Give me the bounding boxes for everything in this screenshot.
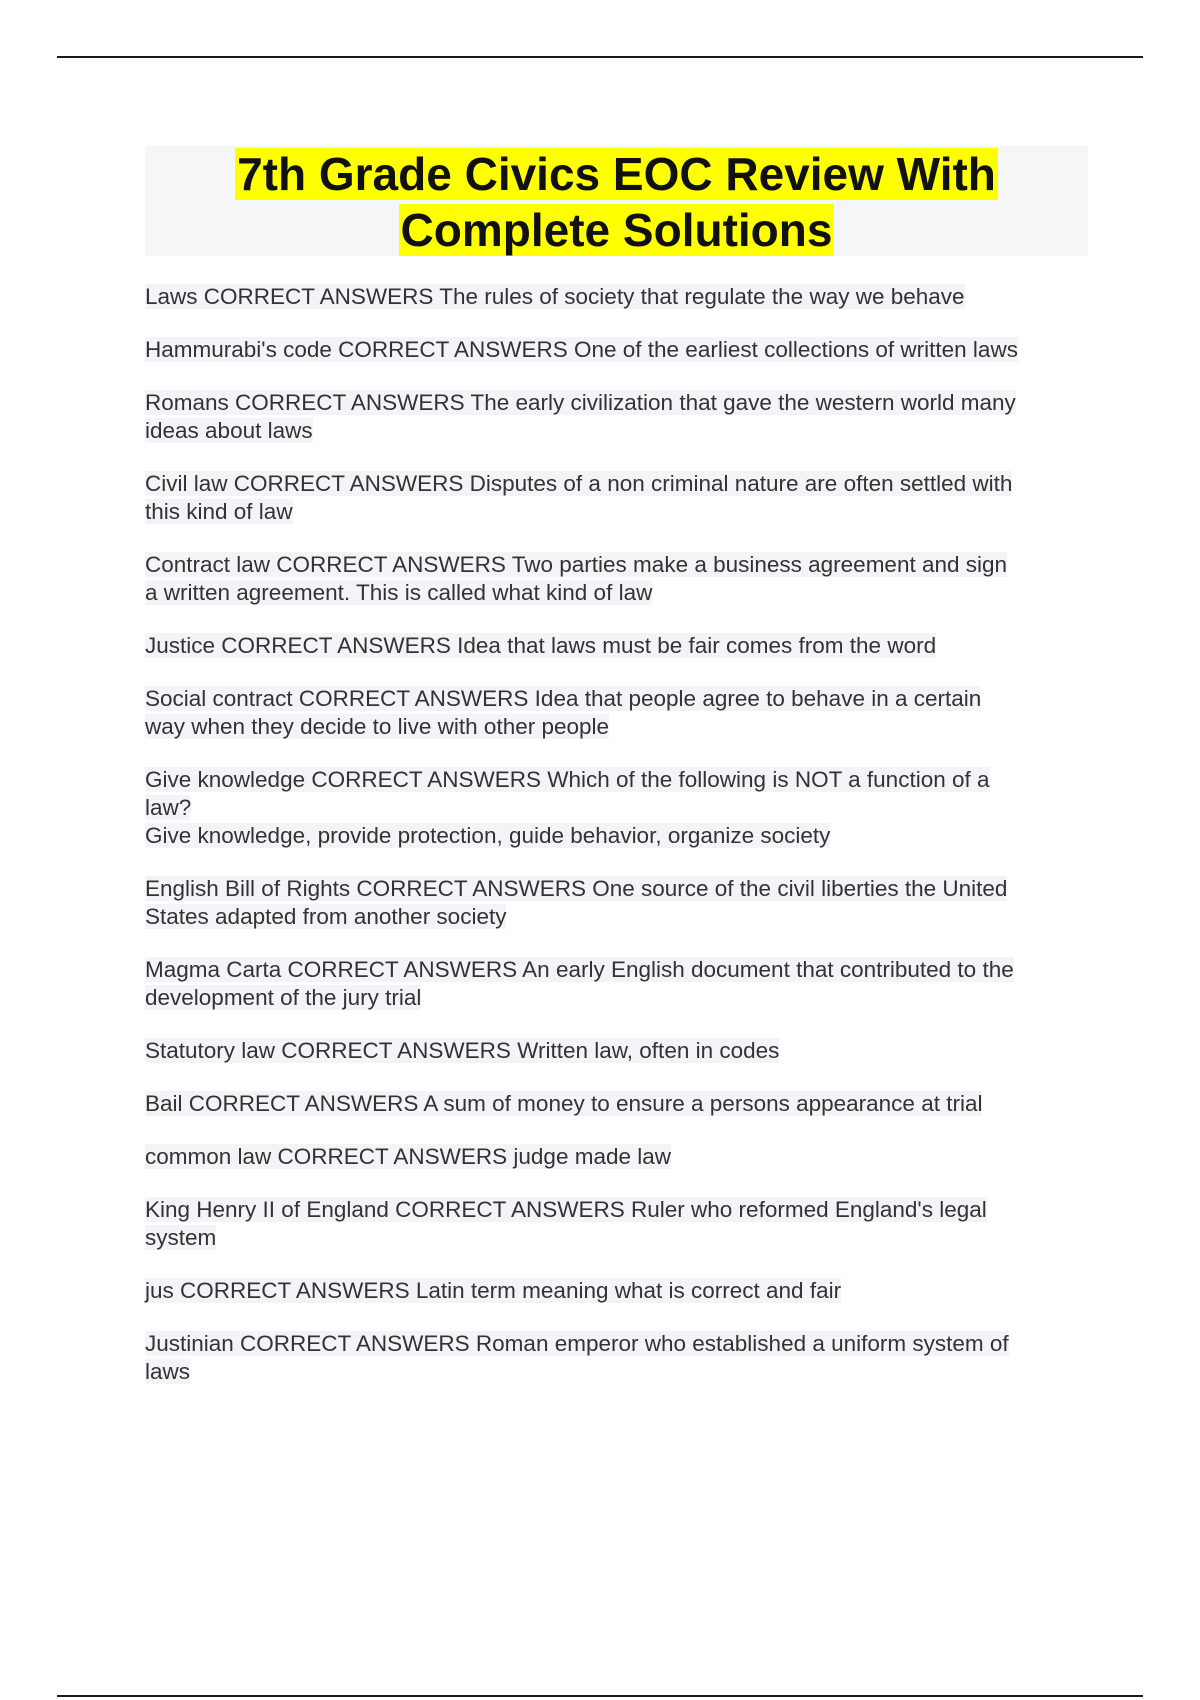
qa-entry-text: Bail CORRECT ANSWERS A sum of money to ensure a persons appearance at trial xyxy=(145,1091,983,1116)
qa-entry-text: jus CORRECT ANSWERS Latin term meaning what is correct and fair xyxy=(145,1278,842,1303)
qa-entry xyxy=(145,551,1095,607)
qa-entry-text: Give knowledge CORRECT ANSWERS Which of the following is NOT a function of a law? Give knowledge, provide protection, guide behavior, organize society xyxy=(145,767,990,848)
qa-entry-text: common law CORRECT ANSWERS judge made law xyxy=(145,1144,672,1169)
qa-entry xyxy=(145,1196,1095,1252)
qa-entry-text: Contract law CORRECT ANSWERS Two parties make a business agreement and sign a written agreement. This is called what kind of law xyxy=(145,552,1008,605)
qa-entry-text: Justinian CORRECT ANSWERS Roman emperor who established a uniform system of laws xyxy=(145,1331,1009,1384)
qa-entry-text: Justice CORRECT ANSWERS Idea that laws must be fair comes from the word xyxy=(145,633,937,658)
document-title xyxy=(145,146,1088,258)
qa-entry-text: Social contract CORRECT ANSWERS Idea that people agree to behave in a certain way when they decide to live with other people xyxy=(145,686,982,739)
qa-entry-text: English Bill of Rights CORRECT ANSWERS One source of the civil liberties the United States adapted from another society xyxy=(145,876,1008,929)
qa-entry xyxy=(145,1090,1095,1118)
bottom-divider xyxy=(57,1695,1143,1697)
title-line-2: Complete Solutions xyxy=(400,204,833,256)
qa-entry-text: Civil law CORRECT ANSWERS Disputes of a non criminal nature are often settled with this kind of law xyxy=(145,471,1013,524)
qa-entry xyxy=(145,1037,1095,1065)
qa-entry xyxy=(145,1143,1095,1171)
qa-entry-list xyxy=(145,283,1095,1386)
qa-entry xyxy=(145,1277,1095,1305)
qa-entry xyxy=(145,283,1095,311)
qa-entry-text: Hammurabi's code CORRECT ANSWERS One of the earliest collections of written laws xyxy=(145,337,1018,362)
qa-entry xyxy=(145,956,1095,1012)
title-line-1: 7th Grade Civics EOC Review With xyxy=(237,148,996,200)
qa-entry-text: Magma Carta CORRECT ANSWERS An early English document that contributed to the development of the jury trial xyxy=(145,957,1014,1010)
qa-entry xyxy=(145,766,1095,850)
qa-entry xyxy=(145,470,1095,526)
top-divider xyxy=(57,56,1143,58)
qa-entry xyxy=(145,1330,1095,1386)
qa-entry-text: Romans CORRECT ANSWERS The early civilization that gave the western world many ideas about laws xyxy=(145,390,1016,443)
qa-entry-text: Statutory law CORRECT ANSWERS Written law, often in codes xyxy=(145,1038,780,1063)
qa-entry xyxy=(145,632,1095,660)
document-title-block xyxy=(145,146,1088,256)
qa-entry xyxy=(145,875,1095,931)
qa-entry-text: Laws CORRECT ANSWERS The rules of society that regulate the way we behave xyxy=(145,284,965,309)
qa-entry xyxy=(145,336,1095,364)
qa-entry-text: King Henry II of England CORRECT ANSWERS Ruler who reformed England's legal system xyxy=(145,1197,987,1250)
qa-entry xyxy=(145,389,1095,445)
qa-entry xyxy=(145,685,1095,741)
